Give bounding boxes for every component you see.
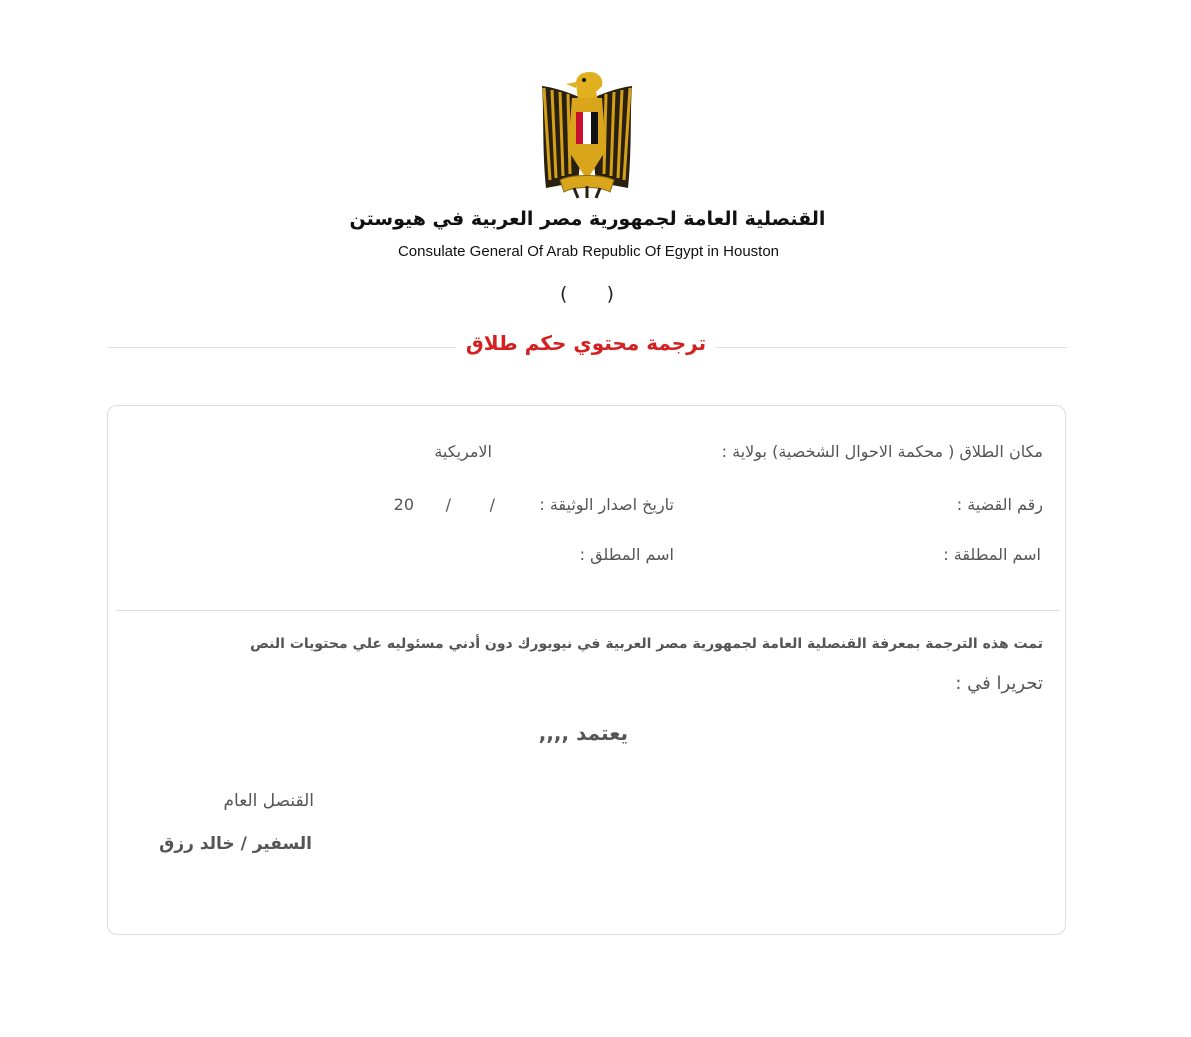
- date-year: 20: [393, 495, 414, 514]
- paren-close: ): [606, 283, 614, 305]
- case-number-label: رقم القضية :: [956, 495, 1043, 514]
- document-title: ترجمة محتوي حكم طلاق: [465, 331, 707, 355]
- document-number-parentheses: [560, 283, 614, 305]
- date-slash-1: /: [489, 495, 495, 514]
- title-rule-left: [108, 347, 456, 348]
- consulate-title-arabic: القنصلية العامة لجمهورية مصر العربية في هيوستن: [349, 208, 826, 230]
- document-card: [107, 405, 1066, 935]
- approved-label: يعتمد ,,,,: [538, 721, 628, 745]
- ambassador-name: السفير / خالد رزق: [159, 834, 312, 854]
- divorcer-name-label: اسم المطلق :: [579, 545, 674, 564]
- translation-note: تمت هذه الترجمة بمعرفة القنصلية العامة لجمهورية مصر العربية في نيويورك دون أدني مسئوليه علي محتويات النص: [250, 636, 1043, 652]
- consulate-title-english: Consulate General Of Arab Republic Of Egypt in Houston: [397, 243, 780, 260]
- consul-title: القنصل العام: [223, 791, 314, 811]
- divorce-place-value: الامريكية: [434, 442, 492, 461]
- paren-open: (: [560, 283, 568, 305]
- divorce-place-label: مكان الطلاق ( محكمة الاحوال الشخصية) بولاية :: [721, 442, 1043, 461]
- section-divider: [116, 610, 1059, 611]
- issue-date-label: تاريخ اصدار الوثيقة :: [539, 495, 674, 514]
- title-rule-right: [716, 347, 1067, 348]
- date-slash-2: /: [445, 495, 451, 514]
- egypt-eagle-emblem: [536, 70, 638, 202]
- written-in-label: تحريرا في :: [955, 673, 1043, 694]
- divorcee-name-label: اسم المطلقة :: [943, 545, 1041, 564]
